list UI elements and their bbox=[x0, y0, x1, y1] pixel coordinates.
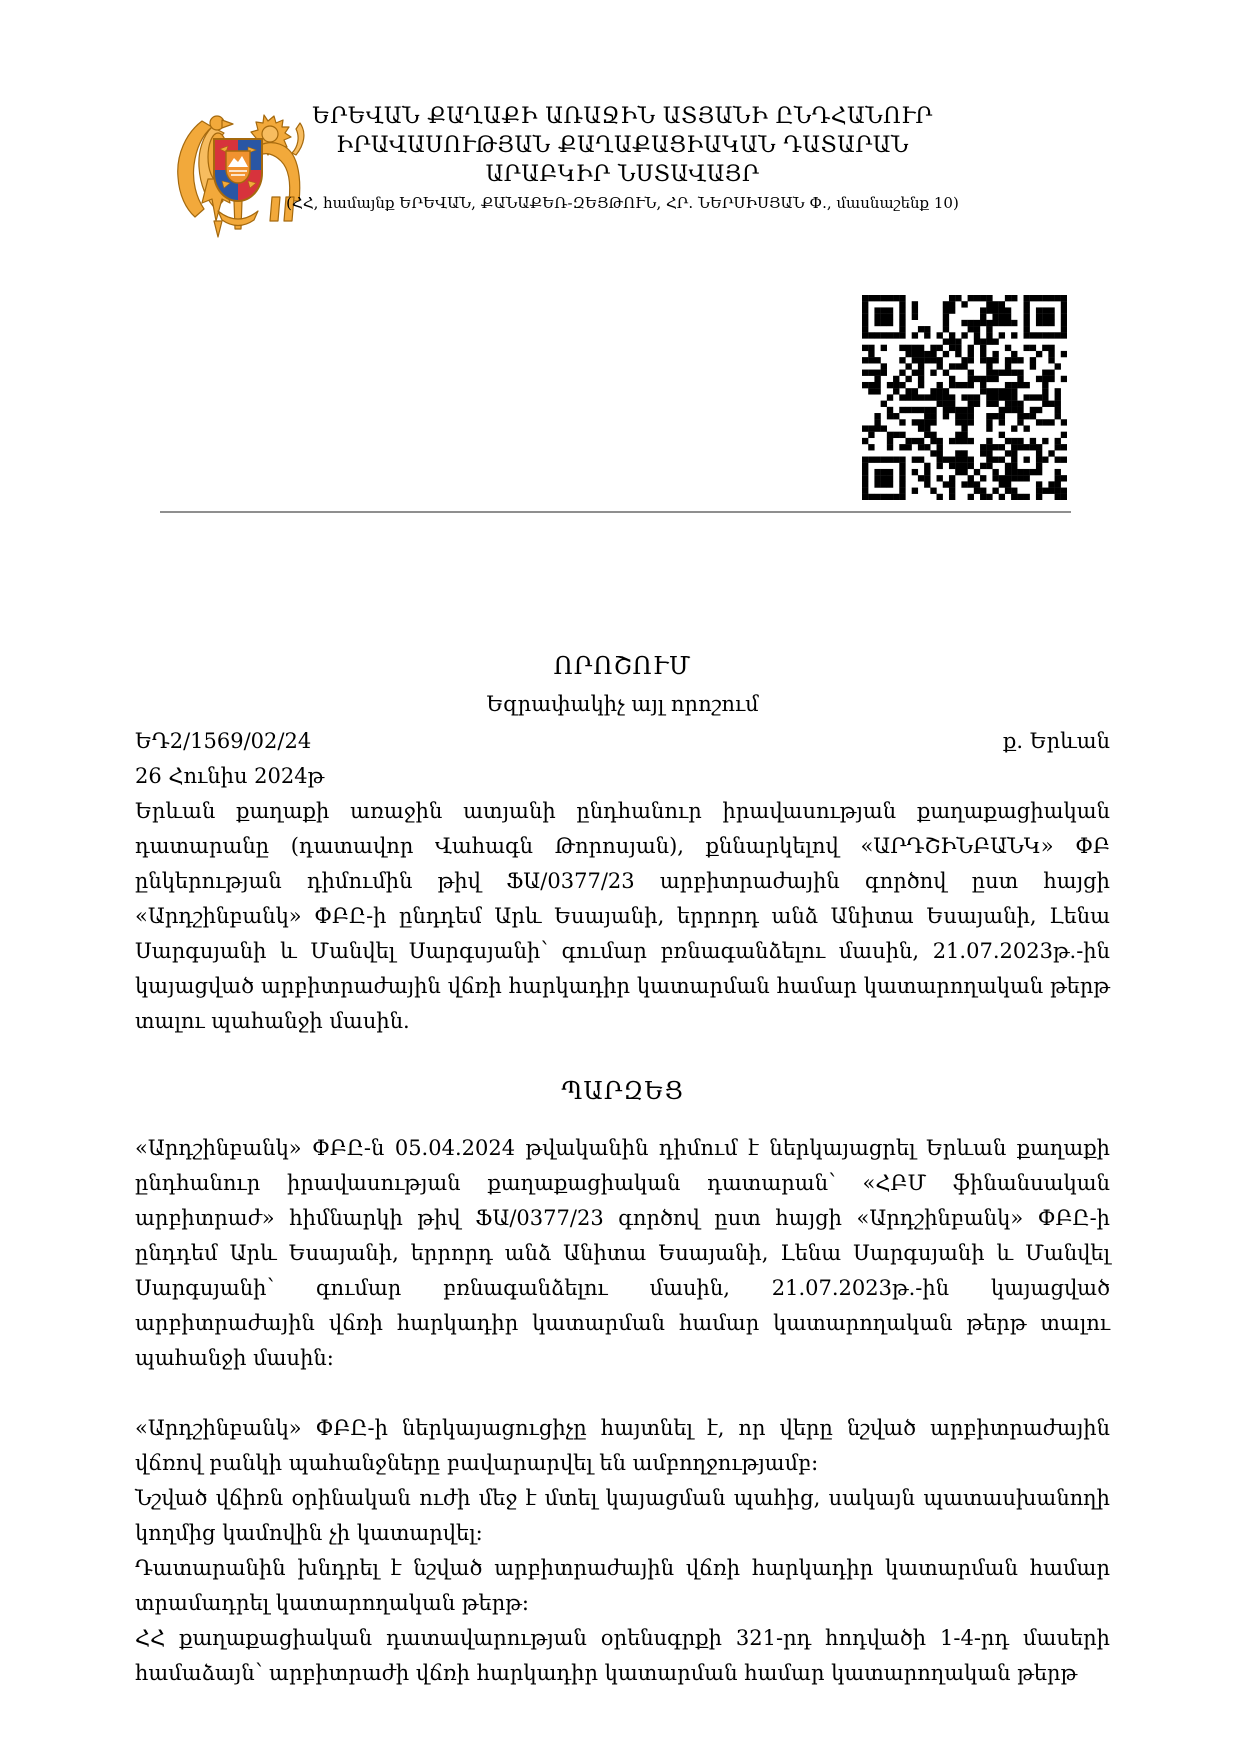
decision-meta-row bbox=[135, 724, 1110, 759]
body-paragraph: «Արդշինբանկ» ՓԲԸ-ի ներկայացուցիչը հայտնել է, որ վերը նշված արբիտրաժային վճռով բանկի պահանջները բավարարվել են ամբողջությամբ։ bbox=[135, 1416, 1110, 1475]
decision-subtitle: Եզրափակիչ այլ որոշում bbox=[486, 692, 759, 716]
body-paragraph: Դատարանին խնդրել է նշված արբիտրաժային վճռի հարկադիր կատարման համար տրամադրել կատարողական թերթ։ bbox=[135, 1556, 1110, 1615]
qr-code-icon bbox=[862, 295, 1067, 500]
case-number: ԵԴ2/1569/02/24 bbox=[135, 729, 312, 753]
court-residence: ԱՐԱԲԿԻՐ ՆՍՏԱՎԱՅՐ bbox=[485, 162, 760, 187]
decision-title: ՈՐՈՇՈՒՄ bbox=[553, 652, 692, 680]
separator-line bbox=[160, 511, 1071, 513]
decision-date: 26 Հունիս 2024թ bbox=[135, 764, 325, 788]
court-address: (ՀՀ, համայնք ԵՐԵՎԱՆ, ՔԱՆԱՔԵՌ-ԶԵՅԹՈՒՆ, ՀՐ. ՆԵՐՍԻՍՅԱՆ Փ., մասնաշենք 10) bbox=[286, 194, 959, 212]
decision-city: ք. Երևան bbox=[1003, 729, 1110, 753]
section-heading: ՊԱՐԶԵՑ bbox=[561, 1077, 684, 1105]
intro-paragraph: Երևան քաղաքի առաջին ատյանի ընդհանուր իրավասության քաղաքացիական դատարանը (դատավոր Վահագն Թորոսյան), քննարկելով «ԱՐԴՇԻՆԲԱՆԿ» ՓԲ ընկերության դիմումին թիվ ՖԱ/0377/23 արբիտրաժային գործով ըստ հայցի «Արդշինբանկ» ՓԲԸ-ի ընդդեմ Արև Եսայանի, երրորդ անձ Անիտա Եսայանի, Լենա Սարգսյանի և Մանվել Սարգսյանի՝ գումար բռնագանձելու մասին, 21.07.2023թ.-ին կայացված արբիտրաժային վճռի հարկադիր կատարման համար կատարողական թերթ տալու պահանջի մասին. bbox=[135, 799, 1110, 1033]
letterhead bbox=[135, 102, 1110, 214]
body-paragraph: ՀՀ քաղաքացիական դատավարության օրենսգրքի 321-րդ հոդվածի 1-4-րդ մասերի համաձայն՝ արբիտրաժի վճռի հարկադիր կատարման համար կատարողական թերթ bbox=[135, 1626, 1110, 1685]
court-name-line1: ԵՐԵՎԱՆ ՔԱՂԱՔԻ ԱՌԱՋԻՆ ԱՏՅԱՆԻ ԸՆԴՀԱՆՈՒՐ bbox=[312, 104, 933, 129]
court-name-line2: ԻՐԱՎԱՍՈՒԹՅԱՆ ՔԱՂԱՔԱՑԻԱԿԱՆ ԴԱՏԱՐԱՆ bbox=[336, 133, 909, 158]
body-paragraph: Նշված վճիռն օրինական ուժի մեջ է մտել կայացման պահից, սակայն պատասխանողի կողմից կամովին չի կատարվել։ bbox=[135, 1486, 1110, 1545]
body-paragraph: «Արդշինբանկ» ՓԲԸ-ն 05.04.2024 թվականին դիմում է ներկայացրել Երևան քաղաքի ընդհանուր իրավասության քաղաքացիական դատարան՝ «ՀԲՄ ֆինանսական արբիտրաժ» հիմնարկի թիվ ՖԱ/0377/23 գործով ըստ հայցի «Արդշինբանկ» ՓԲԸ-ի ընդդեմ Արև Եսայանի, երրորդ անձ Անիտա Եսայանի, Լենա Սարգսյանի և Մանվել Սարգսյանի՝ գումար բռնագանձելու մասին, 21.07.2023թ.-ին կայացված արբիտրաժային վճռի հարկադիր կատարման համար կատարողական թերթ տալու պահանջի մասին։ bbox=[135, 1136, 1110, 1370]
document-body bbox=[135, 650, 1110, 1691]
